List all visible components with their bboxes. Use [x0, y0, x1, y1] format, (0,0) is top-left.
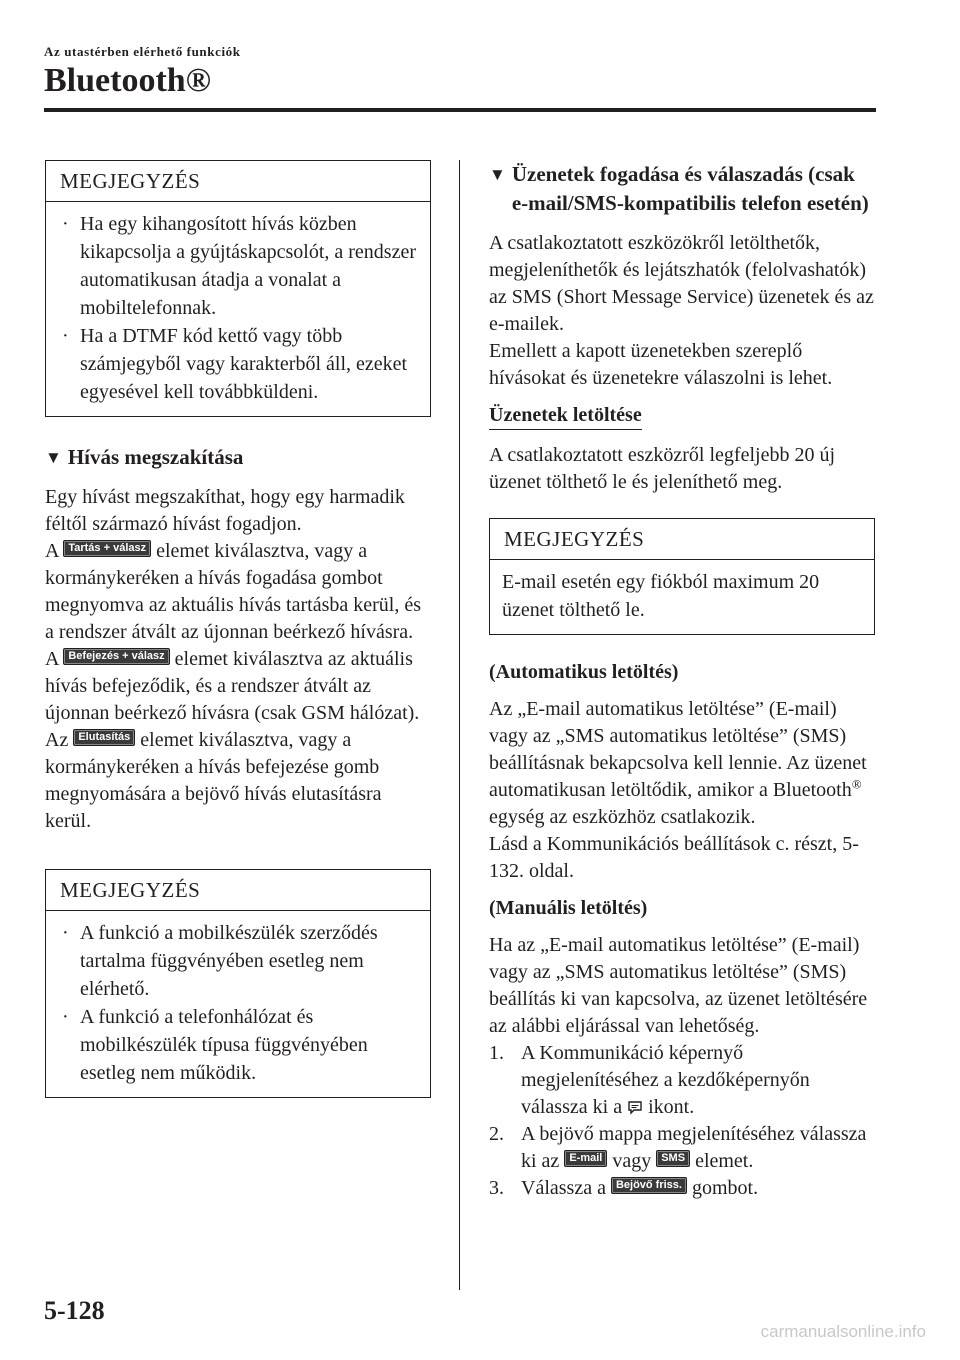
triangle-down-icon: ▼: [45, 448, 62, 467]
note-item: · A funkció a mobilkészülék szerződés tartalma függvényében esetleg nem elérhető.: [62, 922, 378, 1000]
note-box-disconnect: [45, 160, 431, 417]
procedure-steps: [489, 1040, 875, 1202]
section-heading-messages: ▼ Üzenetek fogadása és válaszadás (csak e-mail/SMS-kompatibilis telefon esetén): [489, 160, 875, 218]
column-divider: [459, 160, 460, 1290]
paragraph: A csatlakoztatott eszközökről letölthetők, megjeleníthetők és lejátszhatók (felolvashatók) az SMS (Short Message Service) üzenetek és az e-mailek.: [489, 232, 874, 335]
watermark: carmanualsonline.info: [760, 1322, 926, 1341]
note-body: E-mail esetén egy fiókból maximum 20 üzenet tölthető le.: [502, 571, 820, 621]
subheading-auto-download: (Automatikus letöltés): [489, 661, 679, 683]
reject-button: Elutasítás: [73, 729, 135, 746]
left-column: [45, 160, 431, 1124]
subheading-download: Üzenetek letöltése: [489, 404, 642, 430]
note-item: · Ha a DTMF kód kettő vagy több számjegyből vagy karakterből áll, ezeket egyesével kell továbbküldeni.: [62, 325, 408, 403]
subheading-manual-download: (Manuális letöltés): [489, 897, 648, 919]
paragraph: Emellett a kapott üzenetekben szereplő hívásokat és üzenetekre válaszolni is lehet.: [489, 340, 833, 389]
note-title: MEGJEGYZÉS: [490, 519, 874, 560]
paragraph: Lásd a Kommunikációs beállítások c. részt, 5-132. oldal.: [489, 833, 859, 882]
note-title: MEGJEGYZÉS: [46, 161, 430, 202]
note-body: [46, 911, 430, 1097]
end-answer-button: Befejezés + válasz: [63, 648, 169, 665]
section-heading-call-interrupt: ▼ Hívás megszakítása: [45, 443, 431, 472]
note-box-availability: [45, 869, 431, 1098]
list-item: 1. A Kommunikáció képernyő megjelenítéséhez a kezdőképernyőn válassza ki a ikont.: [489, 1042, 810, 1118]
hold-answer-button: Tartás + válasz: [63, 540, 151, 557]
section-label: Az utastérben elérhető funkciók: [44, 44, 241, 59]
page-title: Bluetooth®: [44, 62, 212, 99]
paragraph-end-answer: A Befejezés + válasz elemet kiválasztva az aktuális hívás befejeződik, és a rendszer átvált az újonnan beérkező hívásra (csak GSM hálózat).: [45, 648, 420, 724]
note-title: MEGJEGYZÉS: [46, 870, 430, 911]
paragraph-hold-answer: A Tartás + válasz elemet kiválasztva, vagy a kormánykeréken a hívás fogadása gombot megnyomva az aktuális hívás tartásba kerül, és a rendszer átvált az újonnan beérkező hívásra.: [45, 540, 421, 643]
list-item: 3. Válassza a Bejövő friss. gombot.: [489, 1177, 759, 1199]
list-item: 2. A bejövő mappa megjelenítéséhez válassza ki az E-mail vagy SMS elemet.: [489, 1123, 867, 1172]
email-button: E-mail: [564, 1150, 607, 1167]
paragraph: Egy hívást megszakíthat, hogy egy harmadik féltől származó hívást fogadjon.: [45, 486, 405, 535]
note-box-email-limit: [489, 518, 875, 635]
inbox-refresh-button: Bejövő friss.: [611, 1177, 687, 1194]
note-item: · A funkció a telefonhálózat és mobilkészülék típusa függvényében esetleg nem működik.: [62, 1006, 368, 1084]
triangle-down-icon: ▼: [489, 165, 506, 184]
paragraph: Ha az „E-mail automatikus letöltése” (E-mail) vagy az „SMS automatikus letöltése” (SMS) beállítás ki van kapcsolva, az üzenet letöltésére az alábbi eljárással van lehetőség.: [489, 934, 868, 1037]
sms-button: SMS: [656, 1150, 690, 1167]
message-icon: [627, 1099, 643, 1115]
note-item: · Ha egy kihangosított hívás közben kikapcsolja a gyújtáskapcsolót, a rendszer automatikusan átadja a vonalat a mobiltelefonnak.: [62, 213, 416, 319]
right-column: [489, 160, 875, 1202]
paragraph: Az „E-mail automatikus letöltése” (E-mail) vagy az „SMS automatikus letöltése” (SMS) beállításnak bekapcsolva kell lennie. Az üzenet automatikusan letöltődik, amikor a Bluetooth® egység az eszközhöz csatlakozik.: [489, 698, 867, 828]
paragraph: A csatlakoztatott eszközről legfeljebb 20 új üzenet tölthető le és jeleníthető meg.: [489, 444, 835, 493]
note-body: [46, 202, 430, 416]
header-divider: [44, 108, 876, 112]
page-number: 5-128: [44, 1296, 105, 1325]
paragraph-reject: Az Elutasítás elemet kiválasztva, vagy a kormánykeréken a hívás befejezése gomb megnyomására a bejövő hívás elutasításra kerül.: [45, 729, 382, 832]
